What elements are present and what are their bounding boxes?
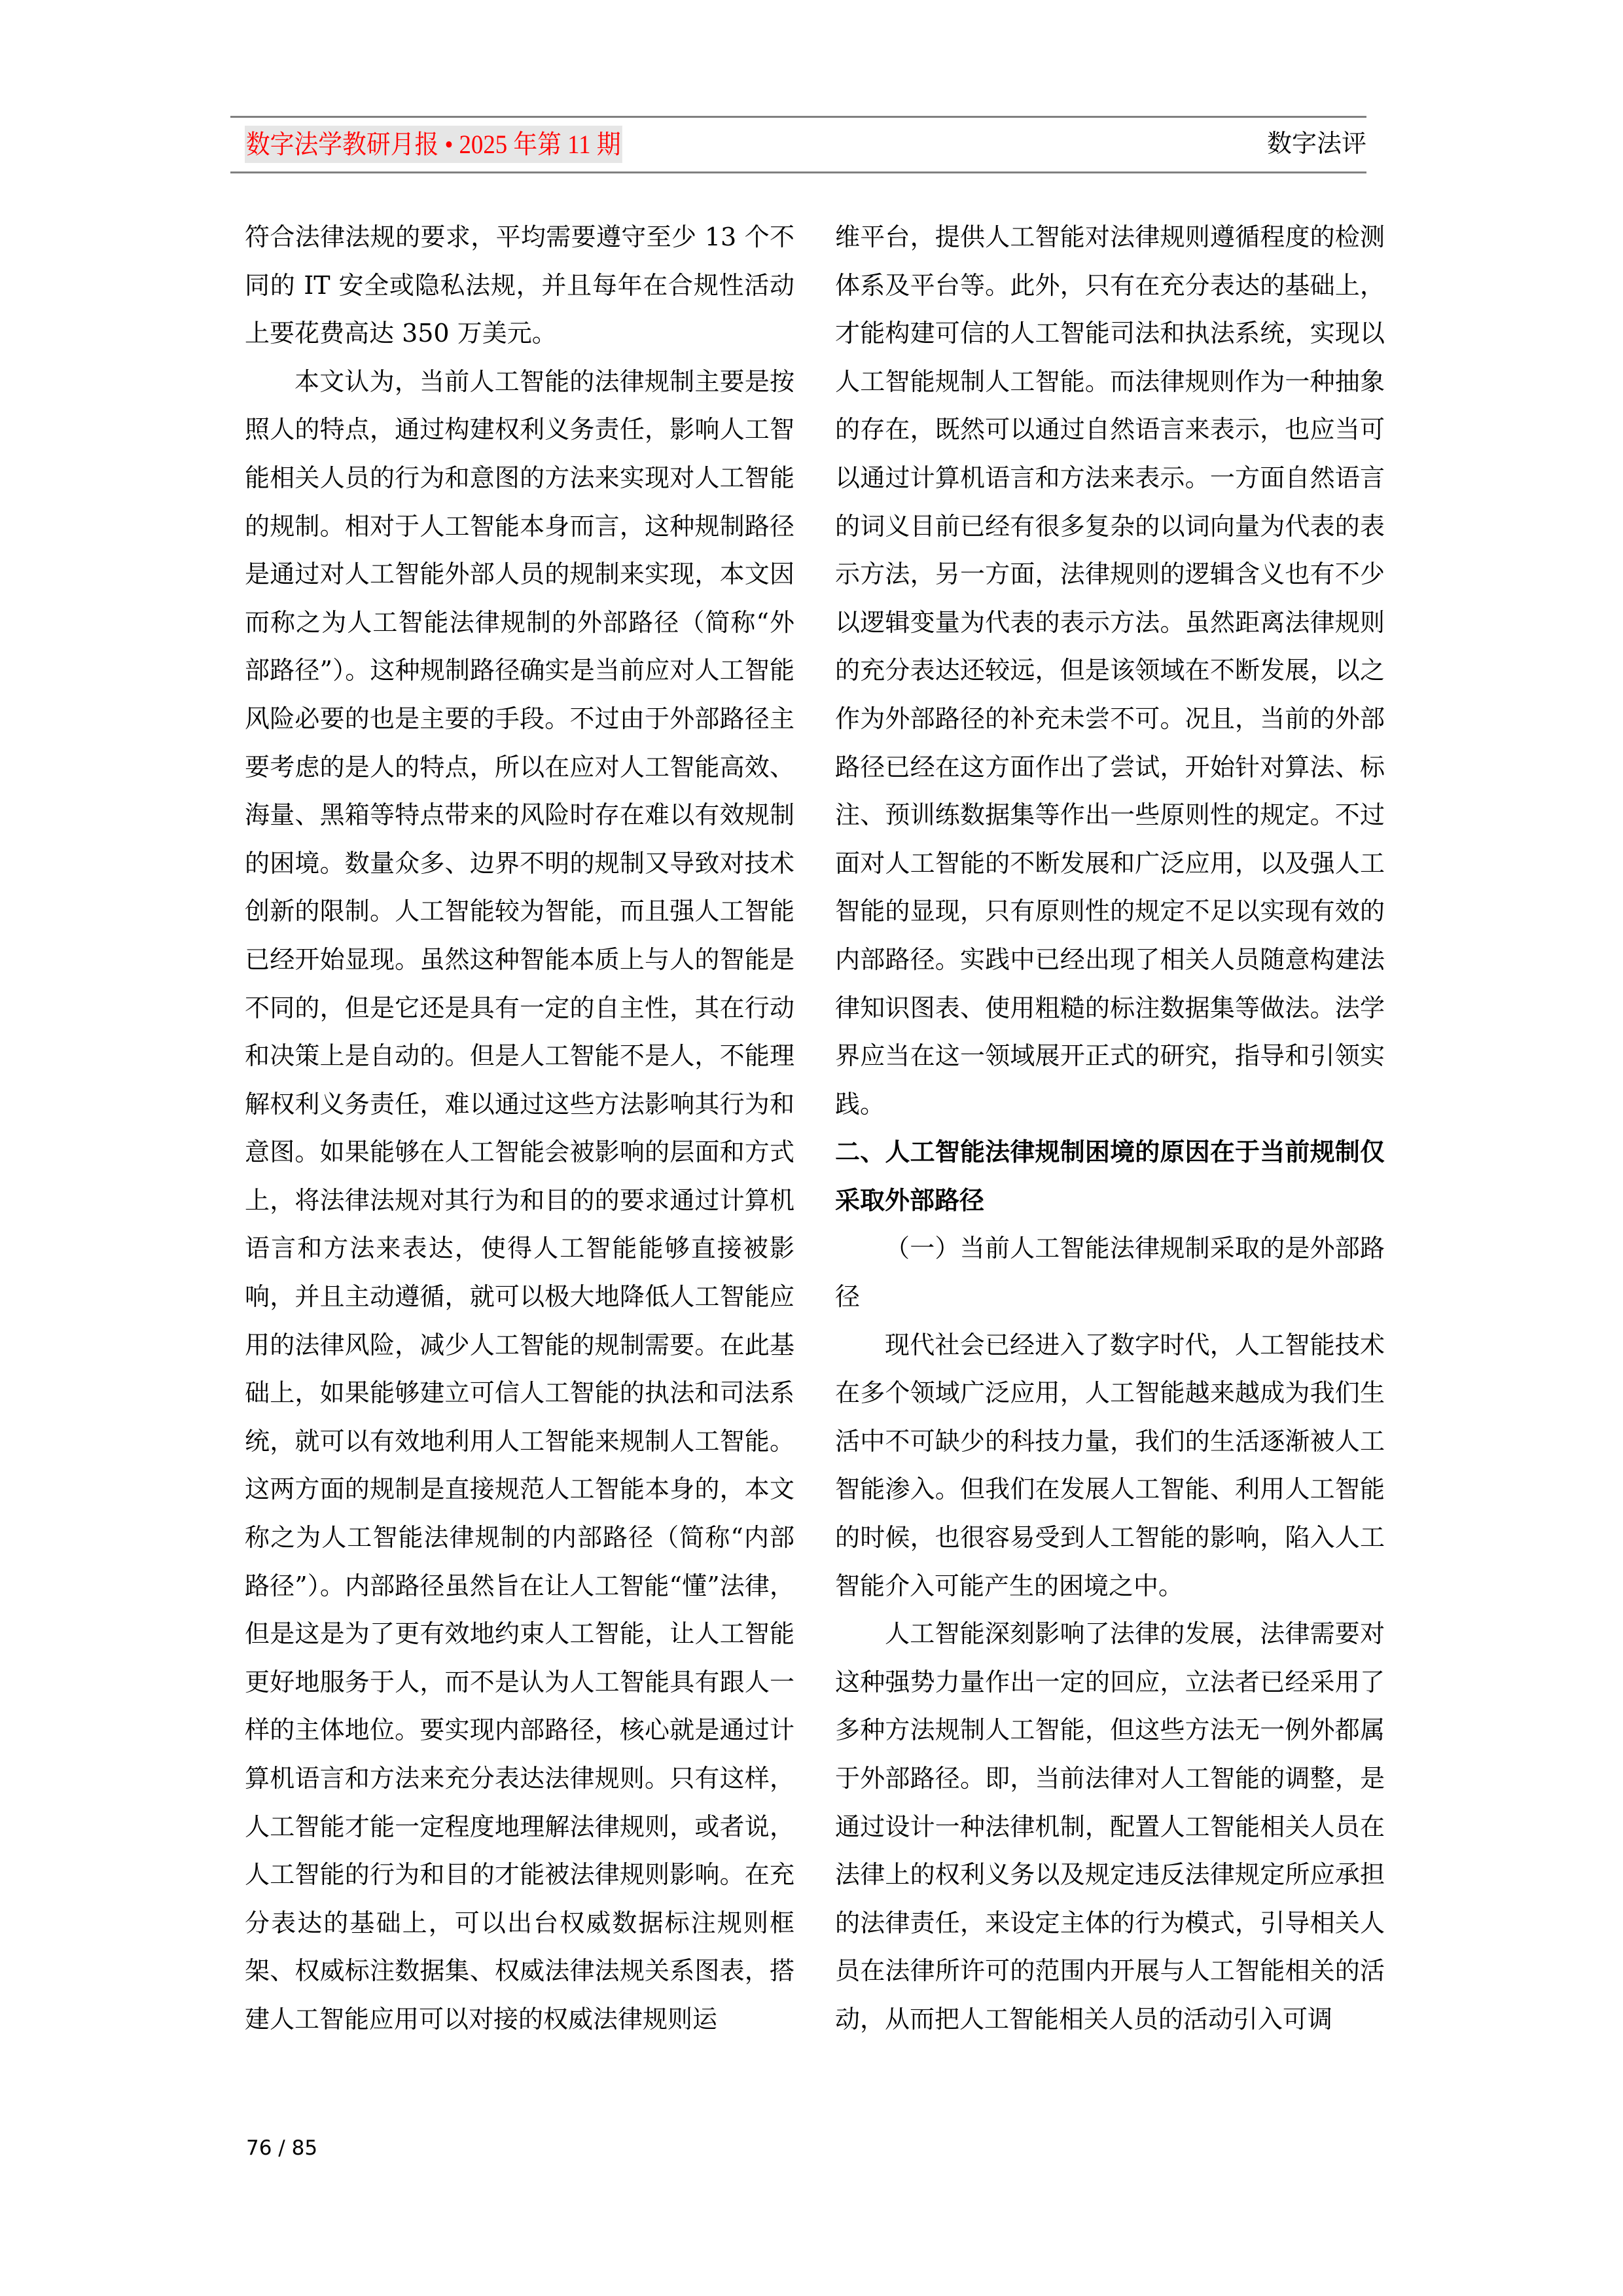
header-bottom-rule <box>230 171 1366 173</box>
right-column <box>835 213 1385 2044</box>
section-heading: 二、人工智能法律规制困境的原因在于当前规制仅采取外部路径 <box>835 1138 1385 1215</box>
paragraph-continued: 符合法律法规的要求，平均需要遵守至少 13 个不同的 IT 安全或隐私法规，并且每年在合规性活动上要花费高达 350 万美元。 <box>245 223 794 348</box>
paragraph: 人工智能深刻影响了法律的发展，法律需要对这种强势力量作出一定的回应，立法者已经采用了多种方法规制人工智能，但这些方法无一例外都属于外部路径。即，当前法律对人工智能的调整，是通过设计一种法律机制，配置人工智能相关人员在法律上的权利义务以及规定违反法律规定所应承担的法律责任，来设定主体的行为模式，引导相关人员在法律所许可的范围内开展与人工智能相关的活动，从而把人工智能相关人员的活动引入可调 <box>835 1619 1385 2034</box>
subsection-heading: （一）当前人工智能法律规制采取的是外部路径 <box>835 1234 1385 1312</box>
section-tag: 数字法评 <box>1266 130 1366 158</box>
journal-title: 数字法学教研月报 • 2025 年第 11 期 <box>245 126 622 163</box>
paragraph-continued: 维平台，提供人工智能对法律规则遵循程度的检测体系及平台等。此外，只有在充分表达的基础上，才能构建可信的人工智能司法和执法系统，实现以人工智能规制人工智能。而法律规则作为一种抽象的存在，既然可以通过自然语言来表示，也应当可以通过计算机语言和方法来表示。一方面自然语言的词义目前已经有很多复杂的以词向量为代表的表示方法，另一方面，法律规则的逻辑含义也有不少以逻辑变量为代表的表示方法。虽然距离法律规则的充分表达还较远，但是该领域在不断发展，以之作为外部路径的补充未尝不可。况且，当前的外部路径已经在这方面作出了尝试，开始针对算法、标注、预训练数据集等作出一些原则性的规定。不过面对人工智能的不断发展和广泛应用，以及强人工智能的显现，只有原则性的规定不足以实现有效的内部路径。实践中已经出现了相关人员随意构建法律知识图表、使用粗糙的标注数据集等做法。法学界应当在这一领域展开正式的研究，指导和引领实践。 <box>835 223 1385 1119</box>
paragraph: 现代社会已经进入了数字时代，人工智能技术在多个领域广泛应用，人工智能越来越成为我们生活中不可缺少的科技力量，我们的生活逐渐被人工智能渗入。但我们在发展人工智能、利用人工智能的时候，也很容易受到人工智能的影响，陷入人工智能介入可能产生的困境之中。 <box>835 1330 1385 1600</box>
left-column <box>245 213 794 2044</box>
paragraph: 本文认为，当前人工智能的法律规制主要是按照人的特点，通过构建权利义务责任，影响人工智能相关人员的行为和意图的方法来实现对人工智能的规制。相对于人工智能本身而言，这种规制路径是通过对人工智能外部人员的规制来实现，本文因而称之为人工智能法律规制的外部路径（简称“外部路径”）。这种规制路径确实是当前应对人工智能风险必要的也是主要的手段。不过由于外部路径主要考虑的是人的特点，所以在应对人工智能高效、海量、黑箱等特点带来的风险时存在难以有效规制的困境。数量众多、边界不明的规制又导致对技术创新的限制。人工智能较为智能，而且强人工智能已经开始显现。虽然这种智能本质上与人的智能是不同的，但是它还是具有一定的自主性，其在行动和决策上是自动的。但是人工智能不是人，不能理解权利义务责任，难以通过这些方法影响其行为和意图。如果能够在人工智能会被影响的层面和方式上，将法律法规对其行为和目的的要求通过计算机语言和方法来表达，使得人工智能能够直接被影响，并且主动遵循，就可以极大地降低人工智能应用的法律风险，减少人工智能的规制需要。在此基础上，如果能够建立可信人工智能的执法和司法系统，就可以有效地利用人工智能来规制人工智能。这两方面的规制是直接规范人工智能本身的，本文称之为人工智能法律规制的内部路径（简称“内部路径”）。内部路径虽然旨在让人工智能“懂”法律，但是这是为了更有效地约束人工智能，让人工智能更好地服务于人，而不是认为人工智能具有跟人一样的主体地位。要实现内部路径，核心就是通过计算机语言和方法来充分表达法律规则。只有这样，人工智能才能一定程度地理解法律规则，或者说，人工智能的行为和目的才能被法律规则影响。在充分表达的基础上，可以出台权威数据标注规则框架、权威标注数据集、权威法律法规关系图表，搭建人工智能应用可以对接的权威法律规则运 <box>245 367 794 2034</box>
header-top-rule <box>230 116 1366 118</box>
page-number: 76 / 85 <box>246 2136 318 2160</box>
